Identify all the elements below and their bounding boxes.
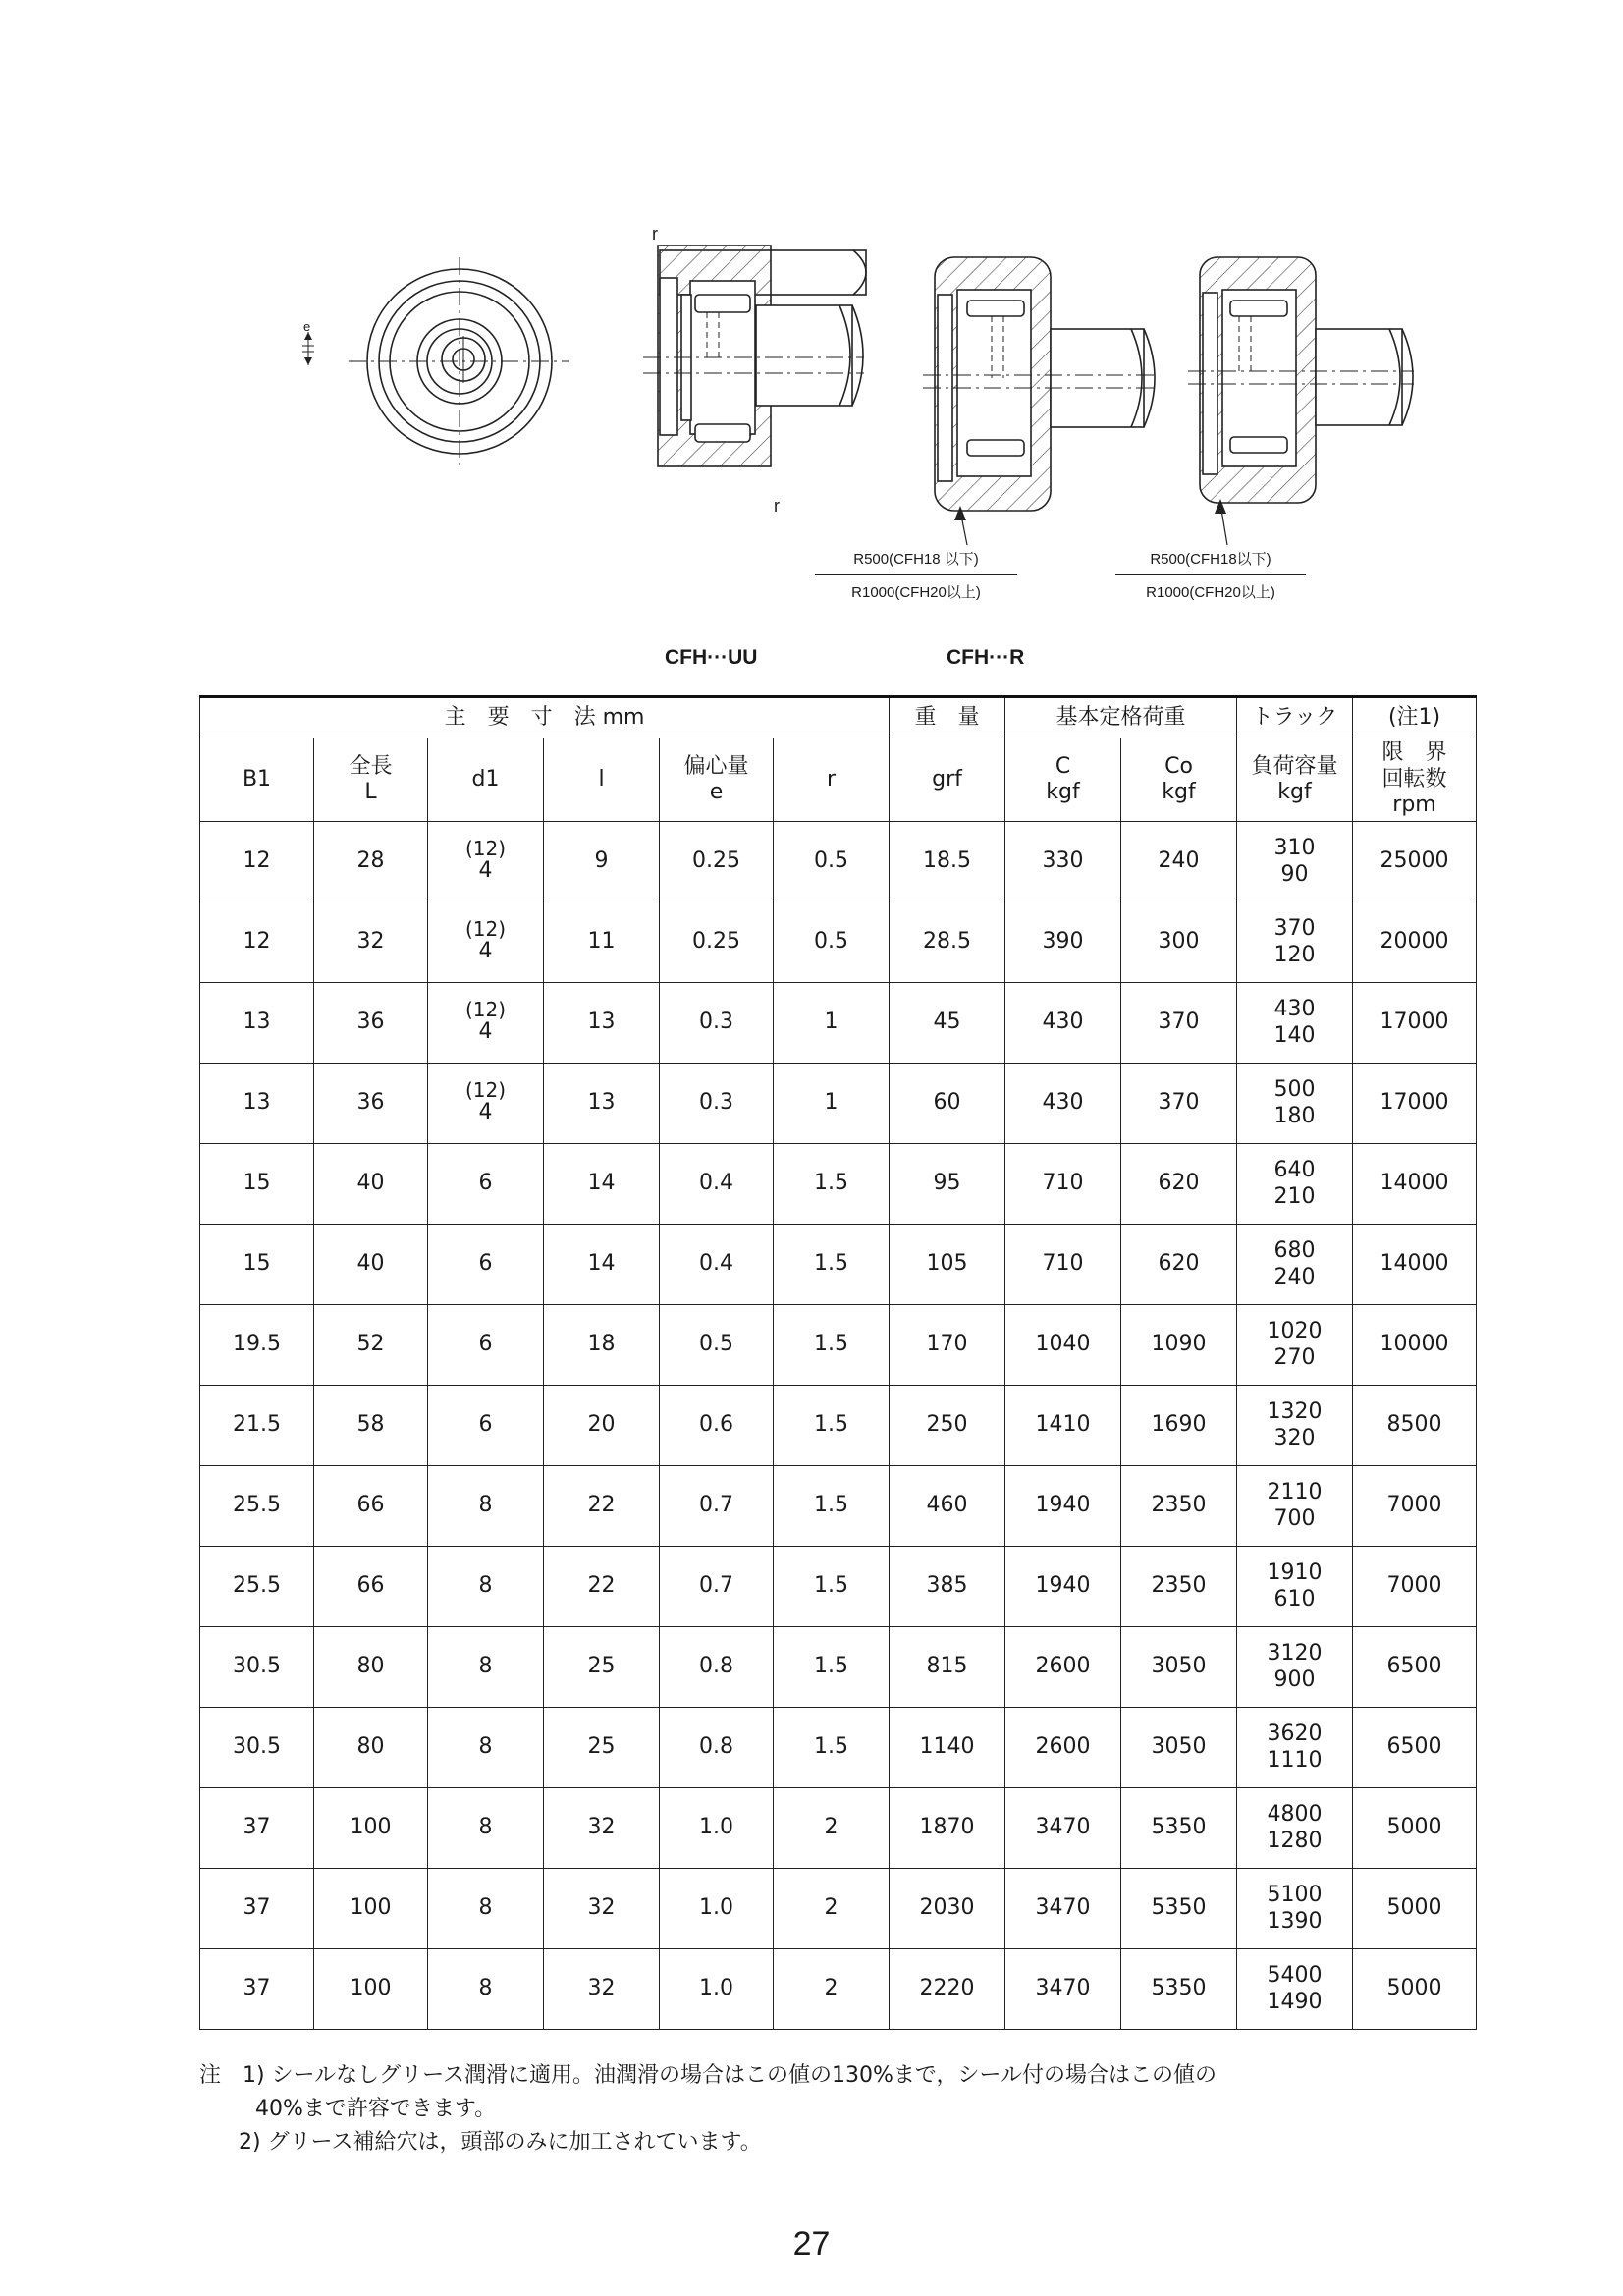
cell-r: 1.5 <box>774 1386 890 1466</box>
cell-limit-speed: 14000 <box>1353 1225 1477 1305</box>
cell-length: 100 <box>314 1788 428 1869</box>
cell-limit-speed: 6500 <box>1353 1708 1477 1788</box>
eccentric-e-label: e <box>303 319 311 334</box>
cell-l: 22 <box>544 1466 660 1547</box>
cell-d1: 8 <box>428 1869 544 1949</box>
cell-weight: 60 <box>890 1064 1005 1144</box>
cell-l: 32 <box>544 1949 660 2030</box>
cell-d1: 8 <box>428 1547 544 1627</box>
cell-b1: 25.5 <box>200 1547 314 1627</box>
cell-co: 620 <box>1121 1144 1237 1225</box>
note-1-cont: 40%まで許容できます。 <box>255 2097 497 2121</box>
cell-l: 13 <box>544 1064 660 1144</box>
cell-weight: 250 <box>890 1386 1005 1466</box>
spec-table <box>199 695 1476 2030</box>
section-view-r <box>923 257 1155 545</box>
cell-eccentricity: 0.8 <box>660 1627 774 1708</box>
cell-c: 710 <box>1005 1225 1121 1305</box>
cell-b1: 21.5 <box>200 1386 314 1466</box>
cell-r: 1 <box>774 1064 890 1144</box>
radius-spec-r <box>1115 548 1306 602</box>
cell-r: 1.5 <box>774 1144 890 1225</box>
cell-length: 66 <box>314 1547 428 1627</box>
cell-eccentricity: 0.6 <box>660 1386 774 1466</box>
cell-eccentricity: 0.5 <box>660 1305 774 1386</box>
cell-b1: 15 <box>200 1225 314 1305</box>
cell-co: 370 <box>1121 1064 1237 1144</box>
table-row <box>200 1225 1477 1305</box>
cell-track-load: 430 140 <box>1237 983 1353 1064</box>
cell-l: 14 <box>544 1225 660 1305</box>
cell-c: 3470 <box>1005 1949 1121 2030</box>
cell-b1: 30.5 <box>200 1627 314 1708</box>
cell-limit-speed: 7000 <box>1353 1547 1477 1627</box>
cell-track-load: 370 120 <box>1237 902 1353 983</box>
cell-r: 1 <box>774 983 890 1064</box>
cell-d1: 8 <box>428 1949 544 2030</box>
cell-weight: 105 <box>890 1225 1005 1305</box>
cell-weight: 170 <box>890 1305 1005 1386</box>
cell-weight: 2030 <box>890 1869 1005 1949</box>
cell-track-load: 1020 270 <box>1237 1305 1353 1386</box>
cell-co: 240 <box>1121 822 1237 902</box>
table-row <box>200 1064 1477 1144</box>
radius-spec-uu-top: R500(CFH18 以下) <box>815 548 1017 575</box>
cell-l: 13 <box>544 983 660 1064</box>
cell-d1: 6 <box>428 1225 544 1305</box>
cell-c: 3470 <box>1005 1869 1121 1949</box>
cell-track-load: 310 90 <box>1237 822 1353 902</box>
col-weight: grf <box>890 738 1005 822</box>
cell-track-load: 680 240 <box>1237 1225 1353 1305</box>
cell-limit-speed: 17000 <box>1353 1064 1477 1144</box>
cell-l: 25 <box>544 1627 660 1708</box>
cell-co: 5350 <box>1121 1788 1237 1869</box>
cell-d1: (12) 4 <box>428 1064 544 1144</box>
cell-d1: 6 <box>428 1305 544 1386</box>
cell-c: 1940 <box>1005 1466 1121 1547</box>
cell-length: 28 <box>314 822 428 902</box>
cell-eccentricity: 0.7 <box>660 1466 774 1547</box>
bearing-drawings <box>0 0 1623 687</box>
cell-co: 300 <box>1121 902 1237 983</box>
cell-b1: 15 <box>200 1144 314 1225</box>
group-weight: 重 量 <box>890 697 1005 738</box>
model-label-uu: CFH···UU <box>665 646 758 669</box>
cell-d1: 8 <box>428 1708 544 1788</box>
page-number: 27 <box>792 2225 831 2263</box>
cell-length: 100 <box>314 1869 428 1949</box>
cell-limit-speed: 5000 <box>1353 1869 1477 1949</box>
cell-track-load: 4800 1280 <box>1237 1788 1353 1869</box>
col-d1: d1 <box>428 738 544 822</box>
cell-eccentricity: 0.3 <box>660 983 774 1064</box>
cell-track-load: 5100 1390 <box>1237 1869 1353 1949</box>
cell-co: 5350 <box>1121 1949 1237 2030</box>
cell-weight: 815 <box>890 1627 1005 1708</box>
section-view-uu <box>643 246 866 466</box>
cell-r: 1.5 <box>774 1708 890 1788</box>
table-row <box>200 1144 1477 1225</box>
cell-weight: 1870 <box>890 1788 1005 1869</box>
cell-b1: 12 <box>200 902 314 983</box>
d1-bracket: (12) <box>464 1078 507 1103</box>
model-label-r: CFH···R <box>947 646 1025 669</box>
section-view-r-variant <box>1188 257 1414 545</box>
table-row <box>200 1949 1477 2030</box>
cell-co: 1090 <box>1121 1305 1237 1386</box>
col-track-load: 負荷容量 kgf <box>1237 738 1353 822</box>
cell-c: 2600 <box>1005 1627 1121 1708</box>
cell-d1: (12) 4 <box>428 983 544 1064</box>
cell-limit-speed: 17000 <box>1353 983 1477 1064</box>
col-co: Co kgf <box>1121 738 1237 822</box>
table-row <box>200 1788 1477 1869</box>
cell-length: 58 <box>314 1386 428 1466</box>
cell-length: 36 <box>314 1064 428 1144</box>
cell-co: 2350 <box>1121 1547 1237 1627</box>
cell-length: 32 <box>314 902 428 983</box>
table-row <box>200 1627 1477 1708</box>
cell-c: 1940 <box>1005 1547 1121 1627</box>
cell-l: 18 <box>544 1305 660 1386</box>
cell-track-load: 3120 900 <box>1237 1627 1353 1708</box>
table-row <box>200 1547 1477 1627</box>
note-1: 注 1) シールなしグリース潤滑に適用。油潤滑の場合はこの値の130%まで，シール付の場合はこの値の <box>199 2063 1217 2088</box>
cell-b1: 30.5 <box>200 1708 314 1788</box>
group-limit-note: (注1) <box>1353 697 1477 738</box>
cell-track-load: 2110 700 <box>1237 1466 1353 1547</box>
cell-c: 1040 <box>1005 1305 1121 1386</box>
d1-bracket: (12) <box>464 998 507 1022</box>
radius-spec-uu-bottom: R1000(CFH20以上) <box>851 584 981 601</box>
cell-l: 14 <box>544 1144 660 1225</box>
col-l: l <box>544 738 660 822</box>
cell-length: 36 <box>314 983 428 1064</box>
cell-weight: 45 <box>890 983 1005 1064</box>
cell-b1: 13 <box>200 983 314 1064</box>
cell-l: 9 <box>544 822 660 902</box>
cell-track-load: 5400 1490 <box>1237 1949 1353 2030</box>
cell-r: 0.5 <box>774 902 890 983</box>
cell-length: 80 <box>314 1708 428 1788</box>
cell-d1: 8 <box>428 1627 544 1708</box>
cell-limit-speed: 20000 <box>1353 902 1477 983</box>
cell-length: 40 <box>314 1225 428 1305</box>
cell-length: 52 <box>314 1305 428 1386</box>
cell-co: 370 <box>1121 983 1237 1064</box>
cell-b1: 12 <box>200 822 314 902</box>
cell-r: 0.5 <box>774 822 890 902</box>
cell-c: 3470 <box>1005 1788 1121 1869</box>
note-2: 2) グリース補給穴は，頭部のみに加工されています。 <box>239 2130 762 2155</box>
footnotes <box>199 2059 1217 2159</box>
cell-c: 430 <box>1005 983 1121 1064</box>
cell-limit-speed: 6500 <box>1353 1627 1477 1708</box>
cell-c: 430 <box>1005 1064 1121 1144</box>
cell-weight: 18.5 <box>890 822 1005 902</box>
cell-l: 11 <box>544 902 660 983</box>
cell-eccentricity: 0.3 <box>660 1064 774 1144</box>
cell-b1: 37 <box>200 1949 314 2030</box>
cell-d1: (12) 4 <box>428 822 544 902</box>
cell-l: 32 <box>544 1869 660 1949</box>
r-label-bottom: r <box>774 496 780 516</box>
table-row <box>200 983 1477 1064</box>
radius-spec-uu <box>815 548 1017 602</box>
radius-spec-r-bottom: R1000(CFH20以上) <box>1146 584 1275 601</box>
cell-eccentricity: 1.0 <box>660 1788 774 1869</box>
cell-b1: 37 <box>200 1788 314 1869</box>
cell-c: 2600 <box>1005 1708 1121 1788</box>
cell-d1: 6 <box>428 1144 544 1225</box>
cell-limit-speed: 7000 <box>1353 1466 1477 1547</box>
cell-c: 390 <box>1005 902 1121 983</box>
cell-length: 66 <box>314 1466 428 1547</box>
col-length: 全長 L <box>314 738 428 822</box>
cell-length: 100 <box>314 1949 428 2030</box>
cell-d1: 8 <box>428 1788 544 1869</box>
cell-track-load: 1910 610 <box>1237 1547 1353 1627</box>
cell-eccentricity: 0.25 <box>660 822 774 902</box>
cell-b1: 25.5 <box>200 1466 314 1547</box>
group-basic-load: 基本定格荷重 <box>1005 697 1237 738</box>
cell-eccentricity: 0.4 <box>660 1225 774 1305</box>
cell-co: 5350 <box>1121 1869 1237 1949</box>
cell-weight: 385 <box>890 1547 1005 1627</box>
cell-l: 25 <box>544 1708 660 1788</box>
cell-c: 1410 <box>1005 1386 1121 1466</box>
col-r: r <box>774 738 890 822</box>
cell-weight: 1140 <box>890 1708 1005 1788</box>
cell-eccentricity: 1.0 <box>660 1869 774 1949</box>
cell-weight: 95 <box>890 1144 1005 1225</box>
radius-spec-r-top: R500(CFH18以下) <box>1115 548 1306 575</box>
cell-limit-speed: 25000 <box>1353 822 1477 902</box>
cell-r: 2 <box>774 1788 890 1869</box>
cell-co: 1690 <box>1121 1386 1237 1466</box>
cell-weight: 28.5 <box>890 902 1005 983</box>
cell-d1: (12) 4 <box>428 902 544 983</box>
cell-co: 3050 <box>1121 1708 1237 1788</box>
cell-r: 2 <box>774 1869 890 1949</box>
cell-eccentricity: 0.8 <box>660 1708 774 1788</box>
r-label-top: r <box>652 224 658 244</box>
cell-limit-speed: 10000 <box>1353 1305 1477 1386</box>
cell-r: 1.5 <box>774 1547 890 1627</box>
cell-limit-speed: 14000 <box>1353 1144 1477 1225</box>
cell-co: 3050 <box>1121 1627 1237 1708</box>
cell-limit-speed: 5000 <box>1353 1788 1477 1869</box>
cell-eccentricity: 1.0 <box>660 1949 774 2030</box>
cell-limit-speed: 8500 <box>1353 1386 1477 1466</box>
cell-limit-speed: 5000 <box>1353 1949 1477 2030</box>
cell-weight: 2220 <box>890 1949 1005 2030</box>
group-track: トラック <box>1237 697 1353 738</box>
table-row <box>200 822 1477 902</box>
cell-eccentricity: 0.25 <box>660 902 774 983</box>
cell-track-load: 500 180 <box>1237 1064 1353 1144</box>
cell-eccentricity: 0.7 <box>660 1547 774 1627</box>
col-eccentricity: 偏心量 e <box>660 738 774 822</box>
cell-l: 20 <box>544 1386 660 1466</box>
cell-weight: 460 <box>890 1466 1005 1547</box>
cell-r: 1.5 <box>774 1466 890 1547</box>
cell-r: 2 <box>774 1949 890 2030</box>
cell-c: 330 <box>1005 822 1121 902</box>
cell-r: 1.5 <box>774 1627 890 1708</box>
group-main-dimensions: 主 要 寸 法 mm <box>200 697 890 738</box>
cell-co: 2350 <box>1121 1466 1237 1547</box>
cell-co: 620 <box>1121 1225 1237 1305</box>
table-row <box>200 902 1477 983</box>
cell-b1: 19.5 <box>200 1305 314 1386</box>
cell-length: 80 <box>314 1627 428 1708</box>
cell-track-load: 640 210 <box>1237 1144 1353 1225</box>
table-row <box>200 1869 1477 1949</box>
col-c: C kgf <box>1005 738 1121 822</box>
cell-eccentricity: 0.4 <box>660 1144 774 1225</box>
cell-b1: 37 <box>200 1869 314 1949</box>
cell-d1: 8 <box>428 1466 544 1547</box>
d1-bracket: (12) <box>464 917 507 942</box>
cell-l: 22 <box>544 1547 660 1627</box>
front-view-drawing <box>302 257 569 465</box>
col-limit-speed: 限 界 回転数 rpm <box>1353 738 1477 822</box>
table-row <box>200 1466 1477 1547</box>
cell-l: 32 <box>544 1788 660 1869</box>
cell-track-load: 1320 320 <box>1237 1386 1353 1466</box>
table-row <box>200 1305 1477 1386</box>
cell-r: 1.5 <box>774 1225 890 1305</box>
d1-bracket: (12) <box>464 837 507 861</box>
col-b1: B1 <box>200 738 314 822</box>
cell-length: 40 <box>314 1144 428 1225</box>
table-row <box>200 1708 1477 1788</box>
cell-track-load: 3620 1110 <box>1237 1708 1353 1788</box>
table-row <box>200 1386 1477 1466</box>
cell-b1: 13 <box>200 1064 314 1144</box>
cell-r: 1.5 <box>774 1305 890 1386</box>
cell-d1: 6 <box>428 1386 544 1466</box>
cell-c: 710 <box>1005 1144 1121 1225</box>
